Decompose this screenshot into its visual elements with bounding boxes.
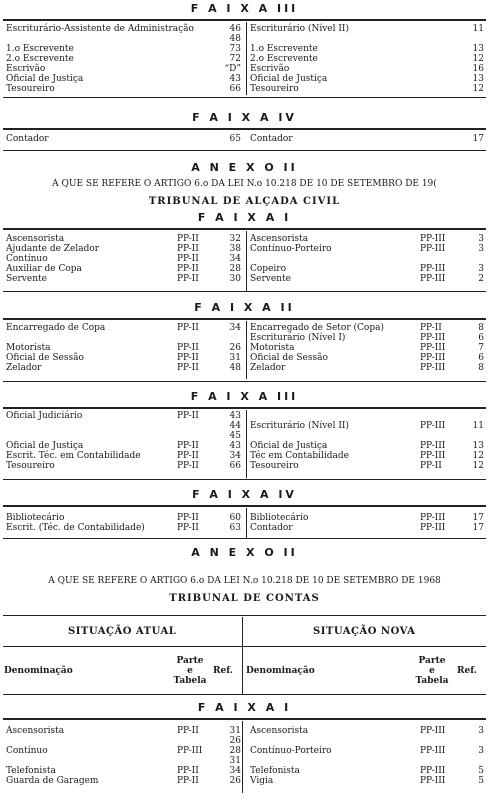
right-denomination: Copeiro — [250, 264, 286, 274]
right-reference: 16 — [472, 64, 484, 74]
left-reference: 31 — [229, 353, 241, 363]
left-parte-tabela: PP-II — [177, 441, 199, 451]
left-denomination: Motorista — [6, 343, 51, 353]
left-reference: 34 — [229, 254, 241, 264]
left-denomination: Oficial de Justiça — [6, 441, 84, 451]
table-row — [0, 274, 489, 285]
right-parte-tabela: PP-III — [420, 264, 446, 274]
right-reference: 17 — [472, 134, 484, 144]
right-parte-tabela: PP-III — [420, 746, 446, 756]
right-reference: 13 — [472, 441, 484, 451]
left-denomination: Bibliotecário — [6, 513, 65, 523]
divider — [3, 318, 486, 320]
left-denomination: Zelador — [6, 363, 42, 373]
left-denomination: Contínuo — [6, 254, 48, 264]
divider — [3, 128, 486, 130]
right-denomination: Oficial de Justiça — [250, 441, 328, 451]
right-denomination: Escriturário (Nível II) — [250, 421, 349, 431]
right-reference: 12 — [472, 84, 484, 94]
right-parte-tabela: PP-III — [420, 766, 446, 776]
col-parte-tabela-left — [172, 656, 208, 686]
left-parte-tabela: PP-II — [177, 234, 199, 244]
right-reference: 5 — [478, 766, 484, 776]
left-reference: 44 — [229, 421, 241, 431]
tribunal-title-1: TRIBUNAL DE ALÇADA CIVIL — [148, 196, 341, 207]
right-reference: 8 — [478, 363, 484, 373]
left-denomination: Encarregado de Copa — [6, 323, 106, 333]
left-reference: 66 — [229, 461, 241, 471]
left-parte-tabela: PP-II — [177, 776, 199, 786]
col-tabela-label: Tabela — [415, 676, 449, 686]
right-parte-tabela: PP-II — [420, 323, 442, 333]
right-parte-tabela: PP-III — [420, 274, 446, 284]
right-denomination: Motorista — [250, 343, 295, 353]
left-denomination: Oficial Judiciário — [6, 411, 83, 421]
left-parte-tabela: PP-II — [177, 353, 199, 363]
left-reference: 43 — [229, 74, 241, 84]
right-reference: 12 — [472, 451, 484, 461]
right-reference: 5 — [478, 776, 484, 786]
left-reference: 30 — [229, 274, 241, 284]
left-denomination: Oficial de Justiça — [6, 74, 84, 84]
col-e-label: e — [429, 666, 435, 676]
section-title-faixa4-top: F A I X A IV — [192, 111, 297, 124]
right-denomination: Contínuo-Porteiro — [250, 746, 332, 756]
left-reference: 26 — [229, 776, 241, 786]
left-reference: 43 — [229, 411, 241, 421]
divider — [3, 505, 486, 507]
left-parte-tabela: PP-II — [177, 274, 199, 284]
right-reference: 13 — [472, 44, 484, 54]
table-row — [0, 84, 489, 95]
col-parte-tabela-right — [414, 656, 450, 686]
left-parte-tabela: PP-II — [177, 254, 199, 264]
left-denomination: Escrit. (Téc. de Contabilidade) — [6, 523, 145, 533]
left-parte-tabela: PP-II — [177, 523, 199, 533]
left-denomination: Ajudante de Zelador — [6, 244, 100, 254]
col-ref-right: Ref. — [457, 666, 477, 676]
right-reference: 2 — [478, 274, 484, 284]
anexo-subtitle-2: A QUE SE REFERE O ARTIGO 6.o DA LEI N.o 10.218 DE 10 DE SETEMBRO DE 1968 — [48, 576, 441, 586]
left-reference: 73 — [229, 44, 241, 54]
left-parte-tabela: PP-II — [177, 726, 199, 736]
left-denomination: Escrit. Téc. em Contabilidade — [6, 451, 141, 461]
left-denomination: Guarda de Garagem — [6, 776, 99, 786]
right-denomination: Tesoureiro — [250, 84, 299, 94]
left-denomination: Escrivão — [6, 64, 46, 74]
divider — [3, 291, 486, 292]
left-reference: 43 — [229, 441, 241, 451]
right-reference: 11 — [472, 421, 484, 431]
tribunal-title-2: TRIBUNAL DE CONTAS — [169, 593, 320, 604]
section-title-faixa1-b: F A I X A I — [197, 701, 292, 714]
left-reference: 32 — [229, 234, 241, 244]
section-title-faixa3-top: F A I X A III — [190, 2, 299, 15]
left-denomination: Ascensorista — [6, 234, 65, 244]
col-parte-label: Parte — [176, 656, 204, 666]
left-reference: 34 — [229, 323, 241, 333]
col-parte-label: Parte — [418, 656, 446, 666]
left-denomination: Contínuo — [6, 746, 48, 756]
left-parte-tabela: PP-II — [177, 323, 199, 333]
right-denomination: Zelador — [250, 363, 286, 373]
left-reference: 34 — [229, 766, 241, 776]
right-denomination: Telefonista — [250, 766, 300, 776]
left-reference: 63 — [229, 523, 241, 533]
right-denomination: Contínuo-Porteiro — [250, 244, 332, 254]
left-reference: 65 — [229, 134, 241, 144]
right-reference: 8 — [478, 323, 484, 333]
divider — [3, 646, 486, 647]
right-denomination: Ascensorista — [250, 234, 309, 244]
right-denomination: Escriturário (Nível II) — [250, 24, 349, 34]
right-parte-tabela: PP-III — [420, 421, 446, 431]
left-reference: 26 — [229, 736, 241, 746]
column-divider — [242, 617, 243, 694]
left-reference: 28 — [229, 746, 241, 756]
left-parte-tabela: PP-II — [177, 411, 199, 421]
left-parte-tabela: PP-II — [177, 461, 199, 471]
divider — [3, 538, 486, 539]
left-parte-tabela: PP-II — [177, 264, 199, 274]
left-reference: 26 — [229, 343, 241, 353]
right-reference: 3 — [478, 244, 484, 254]
right-denomination: Encarregado de Setor (Copa) — [250, 323, 384, 333]
left-denomination: 1.o Escrevente — [6, 44, 74, 54]
right-denomination: Oficial de Justiça — [250, 74, 328, 84]
right-denomination: Téc em Contabilidade — [250, 451, 349, 461]
right-parte-tabela: PP-III — [420, 333, 446, 343]
right-reference: 3 — [478, 264, 484, 274]
divider — [3, 97, 486, 98]
right-denomination: Tesoureiro — [250, 461, 299, 471]
right-parte-tabela: PP-III — [420, 343, 446, 353]
right-reference: 11 — [472, 24, 484, 34]
right-reference: 17 — [472, 513, 484, 523]
right-reference: 3 — [478, 746, 484, 756]
left-parte-tabela: PP-II — [177, 363, 199, 373]
left-reference: 48 — [229, 34, 241, 44]
col-denominacao-right: Denominação — [246, 666, 315, 676]
right-denomination: Bibliotecário — [250, 513, 309, 523]
left-denomination: Contador — [6, 134, 49, 144]
right-denomination: Servente — [250, 274, 291, 284]
right-reference: 6 — [478, 333, 484, 343]
right-denomination: 2.o Escrevente — [250, 54, 318, 64]
left-denomination: Servente — [6, 274, 47, 284]
col-denominacao-left: Denominação — [4, 666, 73, 676]
left-parte-tabela: PP-II — [177, 766, 199, 776]
left-denomination: Escriturário-Assistente de Administração — [6, 24, 194, 34]
left-reference: 28 — [229, 264, 241, 274]
divider — [3, 150, 486, 151]
col-e-label: e — [187, 666, 193, 676]
left-reference: 72 — [229, 54, 241, 64]
left-reference: 38 — [229, 244, 241, 254]
left-reference: 45 — [229, 431, 241, 441]
right-denomination: Escriturário (Nível I) — [250, 333, 346, 343]
left-reference: 66 — [229, 84, 241, 94]
col-ref-left: Ref. — [213, 666, 233, 676]
col-tabela-label: Tabela — [173, 676, 207, 686]
situacao-atual-label: SITUAÇÃO ATUAL — [68, 626, 177, 637]
right-parte-tabela: PP-III — [420, 353, 446, 363]
right-reference: 12 — [472, 461, 484, 471]
table-row — [0, 776, 489, 787]
section-title-faixa2-a: F A I X A II — [194, 301, 295, 314]
left-parte-tabela: PP-II — [177, 244, 199, 254]
left-parte-tabela: PP-III — [177, 746, 203, 756]
left-reference: 48 — [229, 363, 241, 373]
table-row — [0, 363, 489, 374]
left-parte-tabela: PP-II — [177, 513, 199, 523]
right-parte-tabela: PP-II — [420, 461, 442, 471]
left-denomination: 2.o Escrevente — [6, 54, 74, 64]
right-denomination: Escrivão — [250, 64, 290, 74]
left-denomination: Telefonista — [6, 766, 56, 776]
left-reference: 60 — [229, 513, 241, 523]
left-reference: “D” — [224, 64, 241, 74]
left-reference: 34 — [229, 451, 241, 461]
right-parte-tabela: PP-III — [420, 776, 446, 786]
table-row — [0, 523, 489, 534]
right-denomination: Vigia — [250, 776, 274, 786]
left-parte-tabela: PP-II — [177, 343, 199, 353]
right-reference: 3 — [478, 726, 484, 736]
right-parte-tabela: PP-III — [420, 363, 446, 373]
right-reference: 13 — [472, 74, 484, 84]
divider — [3, 615, 486, 616]
divider — [3, 479, 486, 480]
situacao-nova-label: SITUAÇÃO NOVA — [313, 626, 416, 637]
right-denomination: Ascensorista — [250, 726, 309, 736]
divider — [3, 228, 486, 230]
anexo-title-1: A N E X O II — [191, 161, 298, 174]
left-reference: 31 — [229, 726, 241, 736]
divider — [3, 694, 486, 695]
table-row — [0, 134, 489, 145]
divider — [3, 19, 486, 21]
right-parte-tabela: PP-III — [420, 451, 446, 461]
table-row — [0, 461, 489, 472]
section-title-faixa4-a: F A I X A IV — [192, 488, 297, 501]
right-reference: 17 — [472, 523, 484, 533]
right-reference: 6 — [478, 353, 484, 363]
left-reference: 31 — [229, 756, 241, 766]
right-parte-tabela: PP-III — [420, 726, 446, 736]
right-reference: 12 — [472, 54, 484, 64]
left-denomination: Oficial de Sessão — [6, 353, 84, 363]
right-parte-tabela: PP-III — [420, 513, 446, 523]
anexo-subtitle-1: A QUE SE REFERE O ARTIGO 6.o DA LEI N.o 10.218 DE 10 DE SETEMBRO DE 19( — [52, 179, 437, 189]
right-denomination: Contador — [250, 523, 293, 533]
right-parte-tabela: PP-III — [420, 441, 446, 451]
right-denomination: Oficial de Sessão — [250, 353, 328, 363]
right-reference: 7 — [478, 343, 484, 353]
left-denomination: Auxiliar de Copa — [6, 264, 82, 274]
right-parte-tabela: PP-III — [420, 523, 446, 533]
left-denomination: Ascensorista — [6, 726, 65, 736]
divider — [3, 407, 486, 409]
right-parte-tabela: PP-III — [420, 234, 446, 244]
right-denomination: 1.o Escrevente — [250, 44, 318, 54]
left-reference: 46 — [229, 24, 241, 34]
left-denomination: Tesoureiro — [6, 84, 55, 94]
section-title-faixa1-a: F A I X A I — [197, 211, 292, 224]
right-denomination: Contador — [250, 134, 293, 144]
right-reference: 3 — [478, 234, 484, 244]
left-denomination: Tesoureiro — [6, 461, 55, 471]
divider — [3, 718, 486, 720]
left-parte-tabela: PP-II — [177, 451, 199, 461]
divider — [3, 381, 486, 382]
anexo-title-2: A N E X O II — [191, 546, 298, 559]
section-title-faixa3-a: F A I X A III — [190, 390, 299, 403]
right-parte-tabela: PP-III — [420, 244, 446, 254]
